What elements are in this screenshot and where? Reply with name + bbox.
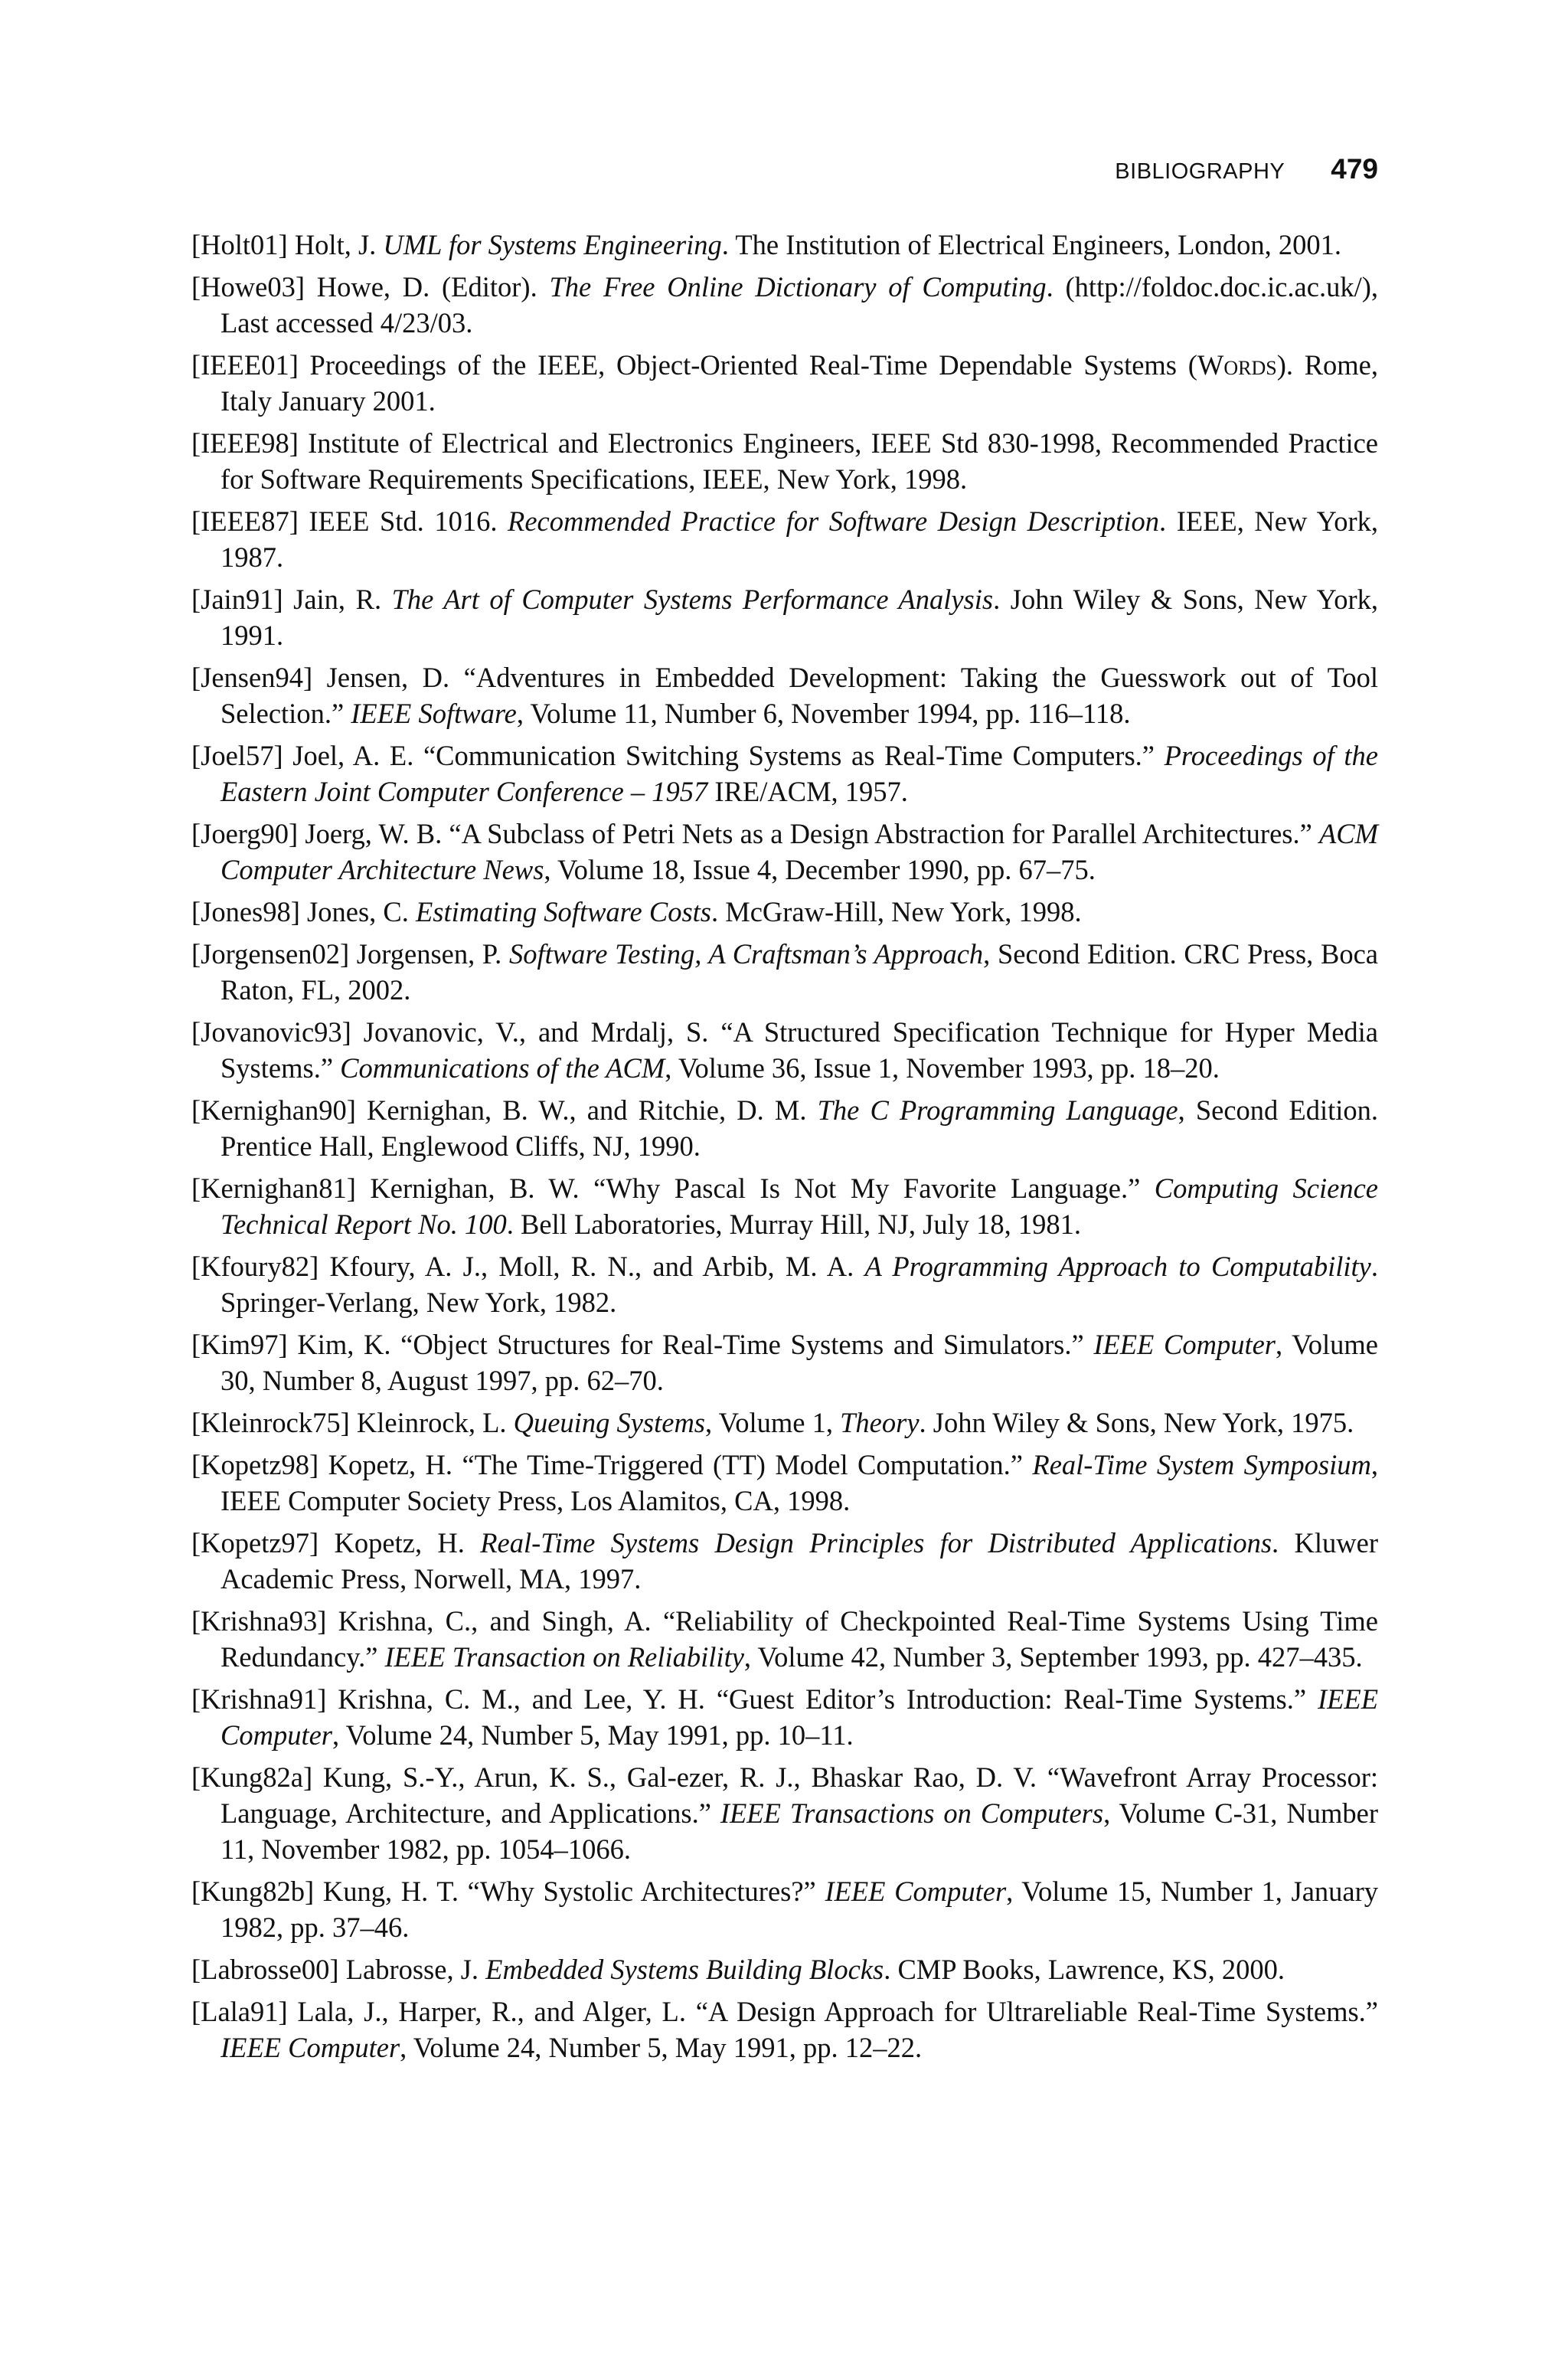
- reference-title: UML for Systems Engineering: [383, 229, 722, 260]
- reference-text: [Howe03] Howe, D. (Editor).: [191, 271, 550, 303]
- section-title: BIBLIOGRAPHY: [1115, 159, 1285, 184]
- reference-text: , IEEE Computer Society Press, Los Alamitos, CA, 1998.: [220, 1449, 1378, 1516]
- reference-text: [Kim97] Kim, K. “Object Structures for Real-Time Systems and Simulators.”: [191, 1329, 1094, 1360]
- reference-entry: [191, 738, 1378, 810]
- reference-title: IEEE Computer: [825, 1876, 1007, 1907]
- reference-text: [Kernighan81] Kernighan, B. W. “Why Pascal Is Not My Favorite Language.”: [191, 1173, 1155, 1204]
- reference-text: ). Rome, Italy January 2001.: [220, 349, 1379, 417]
- reference-text: , Volume 24, Number 5, May 1991, pp. 10–11.: [332, 1719, 854, 1751]
- reference-text: , Volume 15, Number 1, January 1982, pp. 37–46.: [220, 1876, 1379, 1943]
- reference-text: , Second Edition. Prentice Hall, Englewood Cliffs, NJ, 1990.: [220, 1094, 1379, 1162]
- reference-text: . Kluwer Academic Press, Norwell, MA, 1997.: [220, 1527, 1378, 1594]
- reference-title: The Art of Computer Systems Performance Analysis: [391, 584, 994, 615]
- reference-title: IEEE Software: [351, 698, 517, 729]
- reference-entry: [191, 1759, 1378, 1867]
- reference-text: , Second Edition. CRC Press, Boca Raton, FL, 2002.: [220, 938, 1378, 1006]
- reference-text: [Jensen94] Jensen, D. “Adventures in Embedded Development: Taking the Guesswork out of Tool Selection.”: [191, 662, 1378, 729]
- reference-text: [IEEE01] Proceedings of the IEEE, Object-Oriented Real-Time Dependable Systems (: [191, 349, 1197, 381]
- reference-text: [IEEE98] Institute of Electrical and Electronics Engineers, IEEE Std 830-1998, Recommended Practice for Software Requirements Specifications, IEEE, New York, 1998.: [191, 427, 1378, 495]
- reference-entry: [191, 581, 1378, 653]
- reference-text: [Krishna91] Krishna, C. M., and Lee, Y. H. “Guest Editor’s Introduction: Real-Time Systems.”: [191, 1683, 1318, 1715]
- running-head: [1115, 153, 1378, 185]
- reference-text: [IEEE87] IEEE Std. 1016.: [191, 505, 508, 537]
- reference-entry: [191, 1873, 1378, 1945]
- reference-entry: [191, 1525, 1378, 1597]
- reference-text: [Kfoury82] Kfoury, A. J., Moll, R. N., and Arbib, M. A.: [191, 1251, 865, 1282]
- reference-title: The Free Online Dictionary of Computing: [549, 271, 1047, 303]
- reference-text: [Kleinrock75] Kleinrock, L.: [191, 1407, 514, 1438]
- reference-text: IRE/ACM, 1957.: [707, 776, 908, 807]
- reference-text: . The Institution of Electrical Engineers, London, 2001.: [721, 229, 1342, 260]
- reference-entry: [191, 1170, 1378, 1242]
- reference-title: ACM Computer Architecture News: [220, 818, 1378, 885]
- reference-title: IEEE Computer: [1093, 1329, 1276, 1360]
- reference-text: [Jain91] Jain, R.: [191, 584, 392, 615]
- reference-title: Estimating Software Costs: [416, 896, 711, 927]
- reference-text: , Volume 42, Number 3, September 1993, pp. 427–435.: [743, 1641, 1363, 1673]
- reference-entry: [191, 425, 1378, 497]
- reference-title: Proceedings of the Eastern Joint Computer Conference – 1957: [220, 740, 1378, 807]
- reference-entry: [191, 1092, 1378, 1164]
- reference-title: The C Programming Language: [817, 1094, 1178, 1126]
- reference-title: Queuing Systems: [513, 1407, 706, 1438]
- reference-entry: [191, 227, 1378, 263]
- reference-title: Real-Time System Symposium: [1032, 1449, 1371, 1480]
- reference-title: Computing Science Technical Report No. 100: [220, 1173, 1378, 1240]
- reference-entry: [191, 1603, 1378, 1675]
- reference-text: . John Wiley & Sons, New York, 1975.: [919, 1407, 1354, 1438]
- reference-text: , Volume C-31, Number 11, November 1982, pp. 1054–1066.: [220, 1797, 1378, 1865]
- reference-text: [Kopetz97] Kopetz, H.: [191, 1527, 481, 1558]
- reference-text: [Kung82b] Kung, H. T. “Why Systolic Architectures?”: [191, 1876, 825, 1907]
- reference-text: . CMP Books, Lawrence, KS, 2000.: [884, 1954, 1285, 1985]
- reference-entry: [191, 1994, 1378, 2065]
- reference-text: [Kopetz98] Kopetz, H. “The Time-Triggered (TT) Model Computation.”: [191, 1449, 1033, 1480]
- reference-text: , Volume 24, Number 5, May 1991, pp. 12–22.: [400, 2032, 923, 2063]
- reference-title: A Programming Approach to Computability: [864, 1251, 1371, 1282]
- reference-title: IEEE Computer: [220, 1683, 1378, 1751]
- reference-text: . McGraw-Hill, New York, 1998.: [711, 896, 1082, 927]
- reference-text: [Lala91] Lala, J., Harper, R., and Alger, L. “A Design Approach for Ultrareliable Real-Time Systems.”: [191, 1996, 1378, 2027]
- reference-text: , Volume 18, Issue 4, December 1990, pp. 67–75.: [544, 854, 1096, 885]
- reference-entry: [191, 1405, 1378, 1441]
- reference-title: Communications of the ACM: [340, 1052, 665, 1084]
- reference-title: Real-Time Systems Design Principles for Distributed Applications: [480, 1527, 1272, 1558]
- reference-text: [Jones98] Jones, C.: [191, 896, 416, 927]
- reference-text: [Holt01] Holt, J.: [191, 229, 384, 260]
- reference-text: . Springer-Verlang, New York, 1982.: [220, 1251, 1378, 1318]
- reference-text: [Joerg90] Joerg, W. B. “A Subclass of Petri Nets as a Design Abstraction for Parallel Architectures.”: [191, 818, 1319, 849]
- reference-text: [Kung82a] Kung, S.-Y., Arun, K. S., Gal-ezer, R. J., Bhaskar Rao, D. V. “Wavefront Array Processor: Language, Architecture, and Applications.”: [191, 1761, 1378, 1829]
- reference-entry: [191, 1681, 1378, 1753]
- reference-title: Recommended Practice for Software Design Description: [508, 505, 1160, 537]
- reference-text: , Volume 1,: [705, 1407, 841, 1438]
- reference-text: Words: [1197, 349, 1277, 381]
- reference-text: [Joel57] Joel, A. E. “Communication Switching Systems as Real-Time Computers.”: [191, 740, 1165, 771]
- reference-text: [Krishna93] Krishna, C., and Singh, A. “Reliability of Checkpointed Real-Time Systems Using Time Redundancy.”: [191, 1605, 1378, 1673]
- reference-text: , Volume 36, Issue 1, November 1993, pp. 18–20.: [665, 1052, 1220, 1084]
- reference-title: Software Testing, A Craftsman’s Approach: [509, 938, 984, 970]
- reference-entry: [191, 1014, 1378, 1086]
- reference-text: , Volume 30, Number 8, August 1997, pp. 62–70.: [220, 1329, 1378, 1396]
- reference-entry: [191, 269, 1378, 341]
- reference-entry: [191, 503, 1378, 575]
- reference-entry: [191, 816, 1378, 888]
- reference-entry: [191, 1447, 1378, 1519]
- reference-entry: [191, 1248, 1378, 1320]
- page-number: 479: [1331, 153, 1378, 185]
- reference-title: Theory: [840, 1407, 920, 1438]
- reference-list: [191, 227, 1378, 2072]
- reference-entry: [191, 1326, 1378, 1398]
- reference-text: [Labrosse00] Labrosse, J.: [191, 1954, 486, 1985]
- reference-text: . IEEE, New York, 1987.: [220, 505, 1379, 573]
- reference-title: IEEE Transaction on Reliability: [384, 1641, 744, 1673]
- reference-entry: [191, 894, 1378, 930]
- reference-entry: [191, 1951, 1378, 1987]
- reference-text: . (http://foldoc.doc.ic.ac.uk/), Last accessed 4/23/03.: [220, 271, 1378, 339]
- reference-entry: [191, 347, 1378, 419]
- reference-text: . Bell Laboratories, Murray Hill, NJ, July 18, 1981.: [506, 1209, 1081, 1240]
- reference-text: [Kernighan90] Kernighan, B. W., and Ritchie, D. M.: [191, 1094, 818, 1126]
- reference-title: IEEE Computer: [220, 2032, 400, 2063]
- reference-entry: [191, 659, 1378, 731]
- reference-entry: [191, 936, 1378, 1008]
- reference-title: IEEE Transactions on Computers: [720, 1797, 1104, 1829]
- reference-text: [Jovanovic93] Jovanovic, V., and Mrdalj, S. “A Structured Specification Technique for Hyper Media Systems.”: [191, 1016, 1378, 1084]
- reference-text: [Jorgensen02] Jorgensen, P.: [191, 938, 509, 970]
- reference-title: Embedded Systems Building Blocks: [485, 1954, 884, 1985]
- reference-text: , Volume 11, Number 6, November 1994, pp. 116–118.: [516, 698, 1131, 729]
- reference-text: . John Wiley & Sons, New York, 1991.: [220, 584, 1379, 651]
